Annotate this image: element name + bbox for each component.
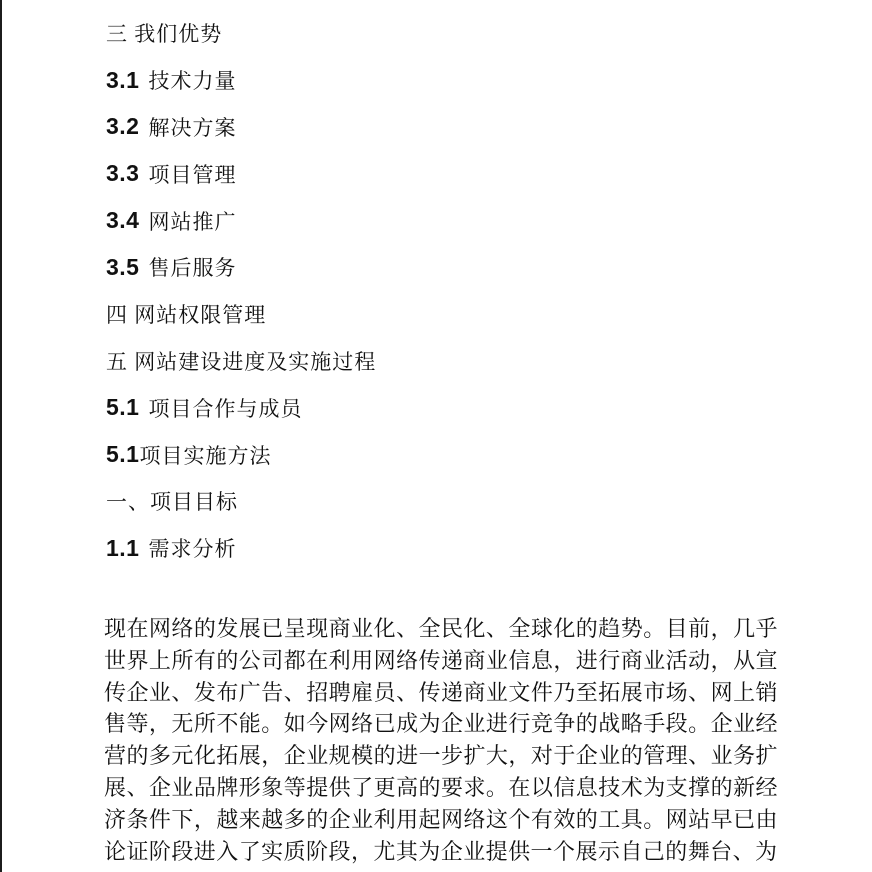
toc-heading-number: 5.1	[106, 394, 140, 421]
table-of-contents	[2, 10, 872, 572]
toc-heading-number: 3.3	[106, 160, 140, 187]
toc-heading-label: 售后服务	[148, 256, 237, 281]
toc-heading-permission-management	[2, 291, 872, 338]
toc-heading-implementation-method	[2, 431, 872, 478]
toc-heading-technical-strength	[2, 57, 872, 104]
toc-heading-project-management	[2, 150, 872, 197]
toc-heading-label: 五 网站建设进度及实施过程	[106, 349, 377, 374]
toc-heading-label: 解决方案	[148, 115, 237, 140]
toc-heading-our-advantages	[2, 10, 872, 57]
toc-heading-number: 3.1	[106, 66, 140, 93]
toc-heading-number: 5.1	[106, 441, 140, 468]
toc-heading-website-promotion	[2, 197, 872, 244]
toc-heading-number: 1.1	[106, 534, 140, 561]
toc-heading-number: 3.2	[106, 113, 140, 140]
toc-heading-label: 项目管理	[148, 162, 237, 187]
toc-heading-label: 需求分析	[148, 537, 237, 562]
toc-heading-solutions	[2, 104, 872, 151]
toc-heading-label: 网站推广	[148, 209, 237, 234]
toc-heading-number: 3.4	[106, 207, 140, 234]
toc-heading-label: 项目合作与成员	[148, 396, 303, 421]
document-paragraph: 现在网络的发展已呈现商业化、全民化、全球化的趋势。目前，几乎世界上所有的公司都在利用网络传递商业信息，进行商业活动，从宣传企业、发布广告、招聘雇员、传递商业文件乃至拓展市场、网上销售等，无所不能。如今网络已成为企业进行竞争的战略手段。企业经营的多元化拓展，企业规模的进一步扩大，对于企业的管理、业务扩展、企业品牌形象等提供了更高的要求。在以信息技术为支撑的新经济条件下，越来越多的企业利用起网络这个有效的工具。网站早已由论证阶段进入了实质阶段，尤其为企业提供一个展示自己的舞台、为	[104, 616, 778, 864]
toc-heading-label: 四 网站权限管理	[106, 303, 267, 328]
toc-heading-label: 一、项目目标	[106, 490, 238, 515]
toc-heading-label: 项目实施方法	[139, 443, 272, 468]
toc-heading-project-goals	[2, 478, 872, 525]
toc-heading-label: 三 我们优势	[106, 22, 223, 47]
toc-heading-cooperation-members	[2, 384, 872, 431]
toc-heading-number: 3.5	[106, 253, 140, 280]
toc-heading-construction-progress	[2, 338, 872, 385]
toc-heading-label: 技术力量	[148, 69, 237, 94]
toc-heading-after-sales-service	[2, 244, 872, 291]
toc-heading-requirements-analysis	[2, 525, 872, 572]
